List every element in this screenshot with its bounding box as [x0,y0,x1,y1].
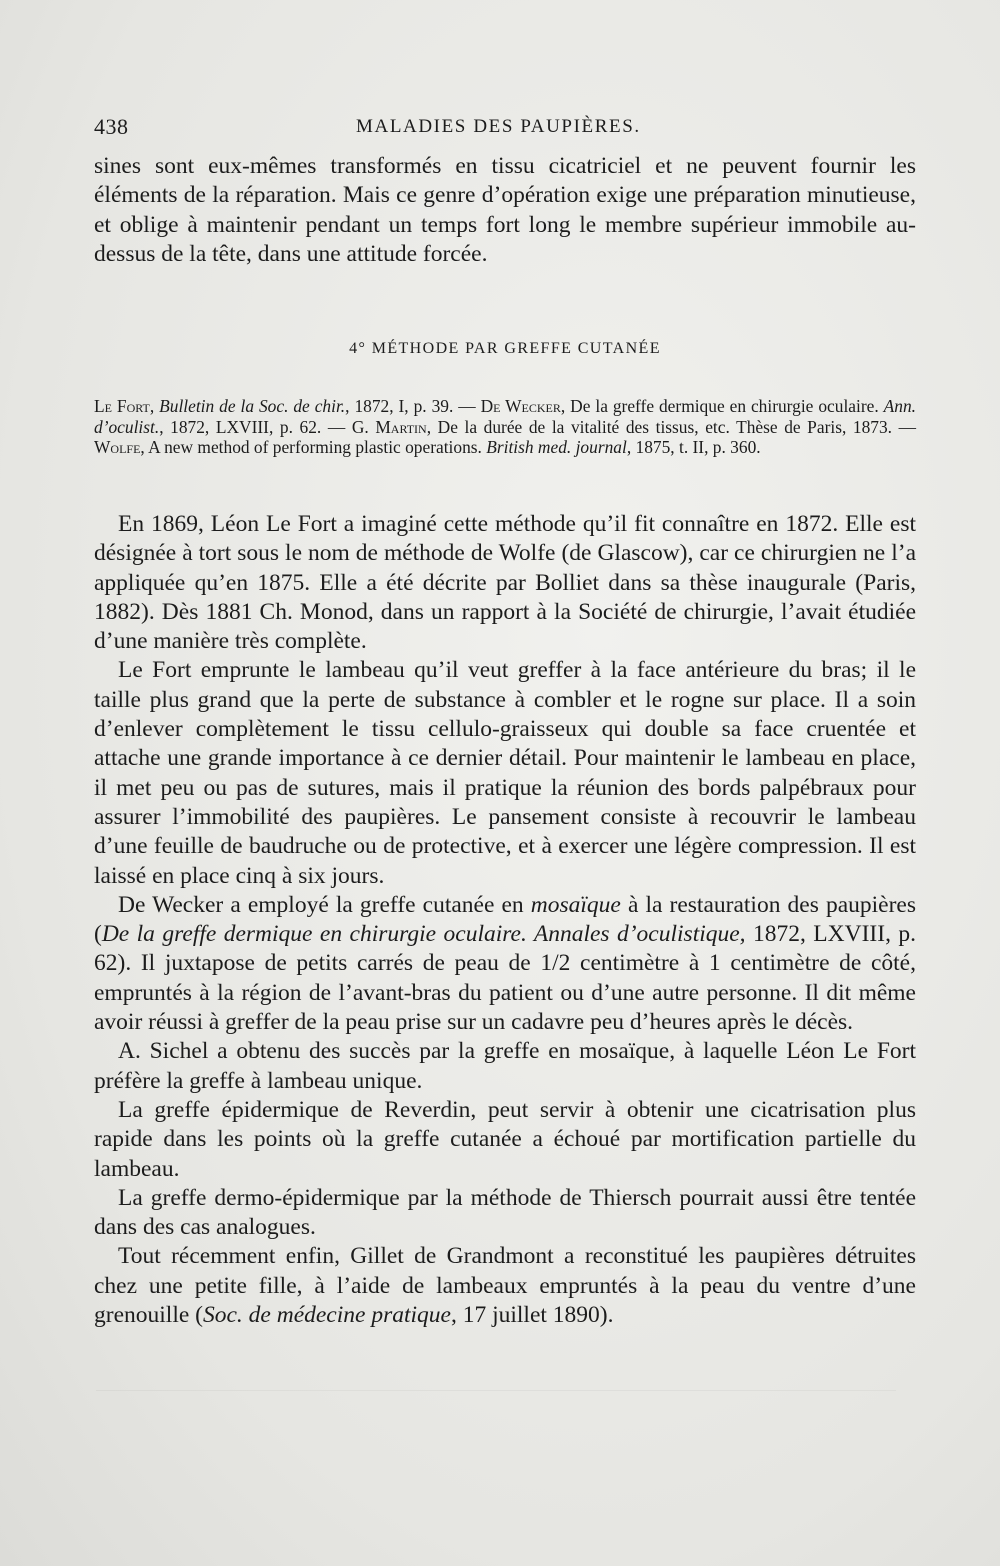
italic-citation: De la greffe dermique en chirurgie oculaire. Annales d’oculistique, [101,921,746,948]
paragraph-text: Tout récemment enfin, Gillet de Grandmont a reconstitué les paupières détruites chez une petite fille, à l’aide de lambeaux empruntés à la peau du ventre d’une grenouille ( [94,1243,916,1329]
journal-title: Bulletin de la Soc. de chir. [159,396,346,416]
biblio-text: , 1875, t. II, p. 360. [626,437,761,458]
biblio-text: , 1872, LXVIII, p. 62. — G. [159,416,376,437]
intro-block [94,152,916,269]
paragraph-technique: Le Fort emprunte le lambeau qu’il veut greffer à la face antérieure du bras; il le taille plus grand que la perte de substance à combler et le rogne sur place. Il a soin d’enlever complètement le tissu cellulo-graisseux qui double sa face cruentée et attache une grande importance à ce dernier détail. Pour maintenir le lambeau en place, il met peu ou pas de sutures, mais il pratique la réunion des bords palpébraux pour assurer l’immobilité des paupières. Le pansement consiste à recouvrir le lambeau d’une feuille de baudruche ou de protective, et à exercer une légère compression. Il est laissé en place cinq à six jours. [94,657,916,889]
italic-term: mosaïque [530,891,621,918]
journal-title: Ann. d’oculist. [94,396,917,437]
paragraph-reverdin: La greffe épidermique de Reverdin, peut servir à obtenir une cicatrisation plus rapide dans les points où la greffe cutanée a échoué par mortification partielle du lambeau. [94,1096,916,1182]
section-heading: 4° MÉTHODE PAR GREFFE CUTANÉE [349,340,661,357]
page-header [94,114,912,144]
bibliography-note [94,396,916,458]
paragraph-gillet [94,1242,916,1330]
intro-paragraph: sines sont eux-mêmes transformés en tissu cicatriciel et ne peuvent fournir les éléments de la réparation. Mais ce genre d’opération exige une préparation minutieuse, et oblige à maintenir pendant un temps fort long le membre supérieur immobile au-dessus de la tête, dans une attitude forcée. [94,153,916,267]
running-head: MALADIES DES PAUPIÈRES. [356,116,641,137]
paragraph-text: , 17 juillet 1890). [450,1302,614,1329]
page-number: 438 [94,114,129,139]
paragraph-sichel: A. Sichel a obtenu des succès par la greffe en mosaïque, à laquelle Léon Le Fort préfère la greffe à lambeau unique. [94,1038,916,1094]
paragraph-history: En 1869, Léon Le Fort a imaginé cette méthode qu’il fit connaître en 1872. Elle est désignée à tort sous le nom de méthode de Wolfe (de Glascow), car ce chirurgien ne l’a appliquée qu’en 1875. Elle a été décrite par Bolliet dans sa thèse inaugurale (Paris, 1882). Dès 1881 Ch. Monod, dans un rapport à la Société de chirurgie, l’avait étudiée d’une manière très complète. [94,511,916,655]
author-martin: Martin [375,416,427,437]
biblio-text: , 1872, I, p. 39. — [345,396,481,416]
journal-title: British med. journal [486,437,627,458]
paragraph-text: à la restauration des paupières ( [94,891,916,948]
biblio-text: , De la greffe dermique en chirurgie oculaire. [560,396,884,416]
show-through-shadow [96,1390,896,1431]
biblio-text: , A new method of performing plastic operations. [140,437,487,458]
italic-citation: Soc. de médecine pratique [202,1302,451,1329]
main-text [94,510,916,1330]
biblio-text: , [149,396,160,416]
author-de-wecker: De Wecker [480,396,561,416]
author-le-fort: Le Fort [94,396,150,416]
paragraph-text: De Wecker a employé la greffe cutanée en [118,891,531,918]
biblio-text: , De la durée de la vitalité des tissus, etc. Thèse de Paris, 1873. — [426,416,916,437]
author-wolfe: Wolfe [94,437,141,458]
paragraph-thiersch: La greffe dermo-épidermique par la méthode de Thiersch pourrait aussi être tentée dans des cas analogues. [94,1184,916,1241]
paragraph-text: 1872, LXVIII, p. 62). Il juxtapose de petits carrés de peau de 1/2 centimètre à 1 centimètre de côté, empruntés à la région de l’avant-bras du patient ou d’une autre personne. Il dit même avoir réussi à greffer de la peau prise sur un cadavre peu d’heures après le décès. [94,921,916,1036]
paragraph-de-wecker [94,891,916,1037]
